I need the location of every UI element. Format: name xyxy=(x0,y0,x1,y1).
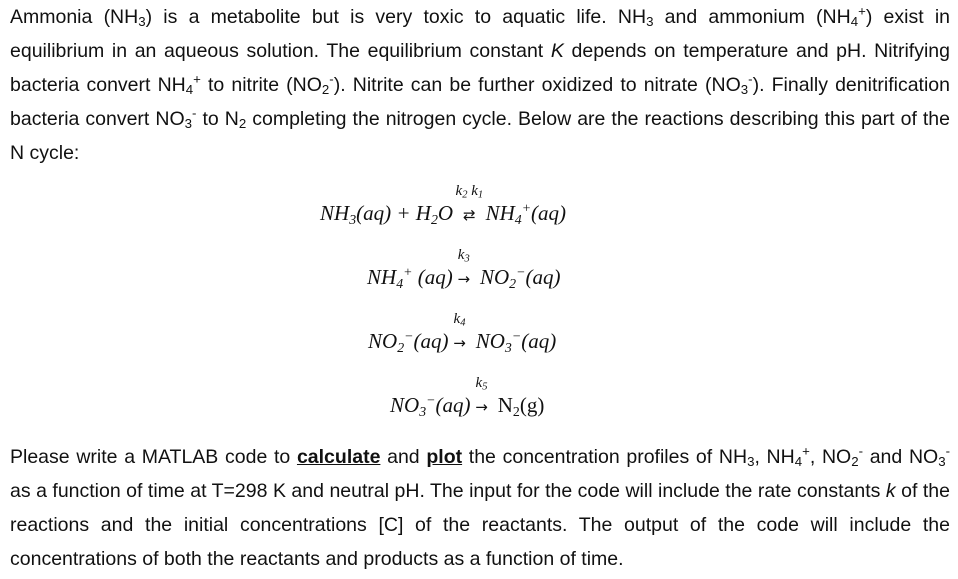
reversible-arrow: $k_2$ $k_1$ ⇄ xyxy=(458,201,480,227)
equation-denitrification: $NO_3^-(aq)$ $k_5$ → $N_2(g)$ xyxy=(390,375,545,420)
task-paragraph: Please write a MATLAB code to calculate and plot the concentration profiles of $NH_3$, $NH_4^+$, $NO_2^-$ and $NO_3^-$ as a function of time at T=298 K and neutral pH. The input for the code will include the rate constants k of the reactions and the initial concentrations [C] of the reactants. The output of the code will include the concentrations of both the reactants and products as a function of time. xyxy=(10,443,950,570)
rate-constant-label: $k_4$ xyxy=(453,311,466,329)
plot-emphasis: plot xyxy=(426,446,463,468)
calculate-emphasis: calculate xyxy=(296,446,381,468)
rate-constant-label: $k_5$ xyxy=(475,375,488,393)
intro-paragraph: Ammonia $(NH_3)$ is a metabolite but is very toxic to aquatic life. $NH_3$ and ammonium $(NH_4^+)$ exist in equilibrium in an aqueous solution. The equilibrium constant K depends on temperature and pH. Nitrifying bacteria convert $NH_4^+$ to nitrite $(NO_2^-)$. Nitrite can be further oxidized to nitrate $(NO_3^-)$. Finally denitrification bacteria convert $NO_3^-$ to $N_2$ completing the nitrogen cycle. Below are the reactions describing this part of the N cycle: xyxy=(10,3,951,164)
forward-arrow: $k_3$ → xyxy=(453,265,475,291)
forward-arrow: $k_5$ → xyxy=(470,393,492,419)
rate-constant-label: $k_3$ xyxy=(457,247,470,265)
equation-ammonia-equilibrium: $NH_3(aq) + H_2O$ $k_2$ $k_1$ ⇄ $NH_4^+(aq)$ xyxy=(320,183,567,228)
rate-constants-label: $k_2$ $k_1$ xyxy=(455,183,484,201)
equation-nitratation: $NO_2^-(aq)$ $k_4$ → $NO_3^-(aq)$ xyxy=(368,311,557,356)
forward-arrow: $k_4$ → xyxy=(448,329,470,355)
equation-nitritation: $NH_4^+$ (aq) $k_3$ → $NO_2^-(aq)$ xyxy=(367,247,561,292)
